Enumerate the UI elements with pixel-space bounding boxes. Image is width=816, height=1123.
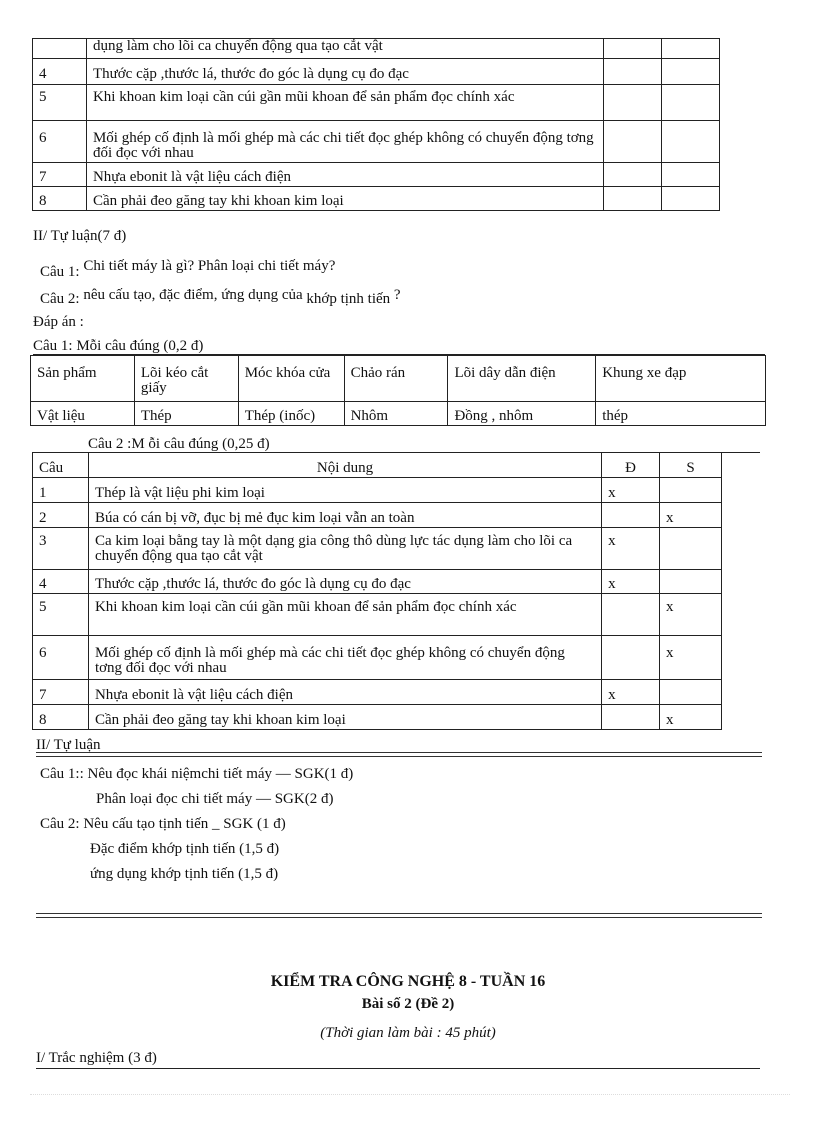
statement: Khi khoan kim loại cần cúi gần mũi khoan để sản phẩm đọc chính xác (86, 85, 603, 121)
true-mark (604, 59, 662, 85)
true-mark (602, 594, 660, 636)
header-cell: Khung xe đạp (596, 356, 766, 402)
essay-question-2 (40, 287, 401, 307)
statement: Thước cặp ,thước lá, thước đo góc là dụng cụ đo đạc (88, 570, 601, 594)
answer-essay-line: Đặc điểm khớp tịnh tiến (1,5 đ) (90, 841, 280, 857)
statement: Cần phải đeo găng tay khi khoan kim loại (86, 187, 603, 211)
question-label: Câu 1: (40, 264, 80, 280)
false-mark (660, 528, 722, 570)
row-number: 6 (33, 636, 89, 680)
row-number: 7 (33, 163, 87, 187)
question-mark: ? (393, 287, 401, 303)
true-mark (602, 705, 660, 730)
q2-answer-caption: Câu 2 :M ỗi câu đúng (0,25 đ) (88, 436, 270, 452)
false-mark: x (660, 503, 722, 528)
statement: Búa có cán bị vỡ, đục bị mẻ đục kim loại vẫn an toàn (88, 503, 601, 528)
table-row (33, 503, 722, 528)
cell: Thép (inốc) (238, 402, 344, 426)
question-text: nêu cấu tạo, đặc điểm, ứng dụng của (83, 287, 303, 303)
table-row (33, 478, 722, 503)
false-mark (662, 85, 720, 121)
false-mark (662, 39, 720, 59)
statement: Khi khoan kim loại cần cúi gần mũi khoan để sản phẩm đọc chính xác (88, 594, 601, 636)
header-cell: Sản phẩm (31, 356, 135, 402)
row-number: 2 (33, 503, 89, 528)
exam-subtitle: Bài số 2 (Đề 2) (361, 996, 455, 1012)
row-number: 5 (33, 85, 87, 121)
answer-essay-heading: II/ Tự luận (36, 737, 101, 753)
true-mark: x (602, 680, 660, 705)
row-number: 7 (33, 680, 89, 705)
question-label: Câu 2: (40, 291, 80, 307)
essay-question-1 (40, 258, 336, 280)
true-mark (604, 39, 662, 59)
header-cell: Móc khóa cửa (238, 356, 344, 402)
header-cell: Lõi kéo cắt giấy (134, 356, 238, 402)
cell: thép (596, 402, 766, 426)
row-number: 8 (33, 187, 87, 211)
answer-essay-line: Câu 1:: Nêu đọc khái niệmchi tiết máy — SGK(1 đ) (40, 766, 354, 782)
header-true: Đ (602, 453, 660, 478)
false-mark (660, 478, 722, 503)
exam-title: KIỂM TRA CÔNG NGHỆ 8 - TUẦN 16 (270, 973, 546, 990)
question-text: Chi tiết máy là gì? Phân loại chi tiết máy? (83, 258, 336, 274)
essay-heading: II/ Tự luận(7 đ) (33, 228, 127, 244)
cell: Thép (134, 402, 238, 426)
answer-essay-line: Phân loại đọc chi tiết máy — SGK(2 đ) (96, 791, 334, 807)
double-rule (36, 752, 762, 757)
statement: Mối ghép cố định là mối ghép mà các chi tiết đọc ghép không có chuyển động tơng đối đọc với nhau (88, 636, 601, 680)
table-row (33, 570, 722, 594)
exam-time: (Thời gian làm bài : 45 phút) (320, 1025, 496, 1041)
answers-heading: Đáp án : (33, 314, 84, 330)
question-term: khớp tịnh tiến (306, 291, 391, 307)
true-mark: x (602, 570, 660, 594)
true-mark (604, 163, 662, 187)
section-rule (36, 1068, 760, 1069)
row-number: 1 (33, 478, 89, 503)
row-number: 4 (33, 59, 87, 85)
cell: Vật liệu (31, 402, 135, 426)
true-mark (604, 121, 662, 163)
table-row (31, 402, 766, 426)
statement: Cần phải đeo găng tay khi khoan kim loại (88, 705, 601, 730)
false-mark: x (660, 594, 722, 636)
false-mark (660, 570, 722, 594)
statement: Thép là vật liệu phi kim loại (88, 478, 601, 503)
table-row (33, 85, 720, 121)
true-mark (604, 85, 662, 121)
cell: Nhôm (344, 402, 448, 426)
row-number: 3 (33, 528, 89, 570)
header-content: Nội dung (88, 453, 601, 478)
true-mark (602, 636, 660, 680)
true-mark: x (602, 528, 660, 570)
false-mark: x (660, 636, 722, 680)
material-table (30, 355, 766, 426)
false-mark (662, 163, 720, 187)
section-divider (36, 913, 762, 918)
row-number (33, 39, 87, 59)
true-false-answer-table (32, 452, 722, 730)
false-mark: x (660, 705, 722, 730)
statement: dụng làm cho lõi ca chuyển động qua tạo cắt vật (86, 39, 603, 59)
table-row (33, 187, 720, 211)
table-row (33, 528, 722, 570)
table-row (33, 121, 720, 163)
statement: Nhựa ebonit là vật liệu cách điện (88, 680, 601, 705)
statement: Nhựa ebonit là vật liệu cách điện (86, 163, 603, 187)
section-heading: I/ Trắc nghiệm (3 đ) (36, 1050, 157, 1066)
header-num: Câu (33, 453, 89, 478)
table-row (33, 594, 722, 636)
table-row (33, 39, 720, 59)
table-row (33, 636, 722, 680)
table-row (33, 705, 722, 730)
page-edge (30, 1094, 790, 1095)
header-cell: Chảo rán (344, 356, 448, 402)
table-header-row (31, 356, 766, 402)
q1-answer-caption: Câu 1: Mỗi câu đúng (0,2 đ) (33, 338, 204, 354)
true-mark: x (602, 478, 660, 503)
header-cell: Lõi dây dẫn điện (448, 356, 596, 402)
statement: Thước cặp ,thước lá, thước đo góc là dụng cụ đo đạc (86, 59, 603, 85)
table-row (33, 680, 722, 705)
false-mark (662, 121, 720, 163)
header-false: S (660, 453, 722, 478)
false-mark (662, 187, 720, 211)
answer-essay-line: ứng dụng khớp tịnh tiến (1,5 đ) (90, 866, 279, 882)
row-number: 5 (33, 594, 89, 636)
true-false-table-top (32, 38, 720, 211)
row-number: 6 (33, 121, 87, 163)
cell: Đồng , nhôm (448, 402, 596, 426)
row-number: 4 (33, 570, 89, 594)
true-mark (602, 503, 660, 528)
row-number: 8 (33, 705, 89, 730)
table-header-row (33, 453, 722, 478)
statement: Mối ghép cố định là mối ghép mà các chi tiết đọc ghép không có chuyển động tơng đối đọc với nhau (86, 121, 603, 163)
true-mark (604, 187, 662, 211)
false-mark (660, 680, 722, 705)
statement: Ca kim loại bằng tay là một dạng gia công thô dùng lực tác dụng làm cho lõi ca chuyển động qua tạo cắt vật (88, 528, 601, 570)
false-mark (662, 59, 720, 85)
answer-essay-line: Câu 2: Nêu cấu tạo tịnh tiến _ SGK (1 đ) (40, 816, 286, 832)
table-row (33, 163, 720, 187)
table-row (33, 59, 720, 85)
